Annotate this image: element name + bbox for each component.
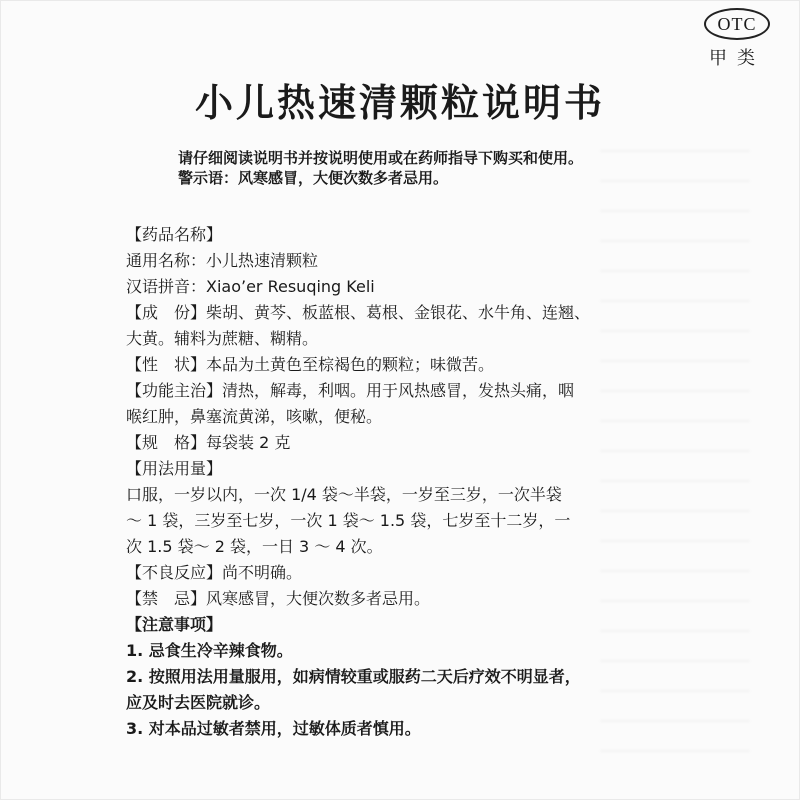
ingredients-line-2: 大黄。辅料为蔗糖、糊精。	[126, 329, 319, 348]
function-line-1: 【功能主治】清热，解毒，利咽。用于风热感冒，发热头痛，咽	[126, 381, 575, 400]
adverse-reactions: 【不良反应】尚不明确。	[126, 563, 303, 582]
precautions-header: 【注意事项】	[126, 615, 223, 634]
pinyin-name: 汉语拼音：Xiao’er Resuqing Keli	[126, 277, 375, 296]
contraindications: 【禁 忌】风寒感冒，大便次数多者忌用。	[126, 589, 431, 608]
leaflet-body	[126, 222, 636, 742]
usage-line-3: 次 1.5 袋～ 2 袋，一日 3 ～ 4 次。	[126, 537, 383, 556]
otc-badge	[704, 8, 770, 70]
notice-line-1: 请仔细阅读说明书并按说明使用或在药师指导下购买和使用。	[178, 149, 584, 167]
specification: 【规 格】每袋装 2 克	[126, 433, 291, 452]
precaution-item-1: 1. 忌食生冷辛辣食物。	[126, 641, 293, 660]
otc-class-label: 甲类	[709, 48, 765, 69]
precaution-item-2-line-1: 2. 按照用法用量服用，如病情较重或服药二天后疗效不明显者，	[126, 667, 581, 686]
usage-line-2: ～ 1 袋，三岁至七岁，一次 1 袋～ 1.5 袋，七岁至十二岁，一	[126, 511, 571, 530]
usage-header: 【用法用量】	[126, 459, 223, 478]
precaution-item-3: 3. 对本品过敏者禁用，过敏体质者慎用。	[126, 719, 421, 738]
document-title: 小儿热速清颗粒说明书	[194, 81, 605, 125]
warning-line: 警示语：风寒感冒，大便次数多者忌用。	[178, 169, 449, 187]
precaution-item-2-line-2: 应及时去医院就诊。	[126, 693, 271, 712]
property-section: 【性 状】本品为土黄色至棕褐色的颗粒；味微苦。	[126, 355, 495, 374]
generic-name: 通用名称：小儿热速清颗粒	[126, 251, 319, 270]
reading-notice	[178, 148, 583, 188]
drug-name-header: 【药品名称】	[126, 225, 223, 244]
usage-line-1: 口服，一岁以内，一次 1/4 袋～半袋，一岁至三岁，一次半袋	[126, 485, 562, 504]
function-line-2: 喉红肿，鼻塞流黄涕，咳嗽，便秘。	[126, 407, 383, 426]
otc-mark: OTC	[704, 8, 770, 40]
ingredients-line-1: 【成 份】柴胡、黄芩、板蓝根、葛根、金银花、水牛角、连翘、	[126, 303, 591, 322]
